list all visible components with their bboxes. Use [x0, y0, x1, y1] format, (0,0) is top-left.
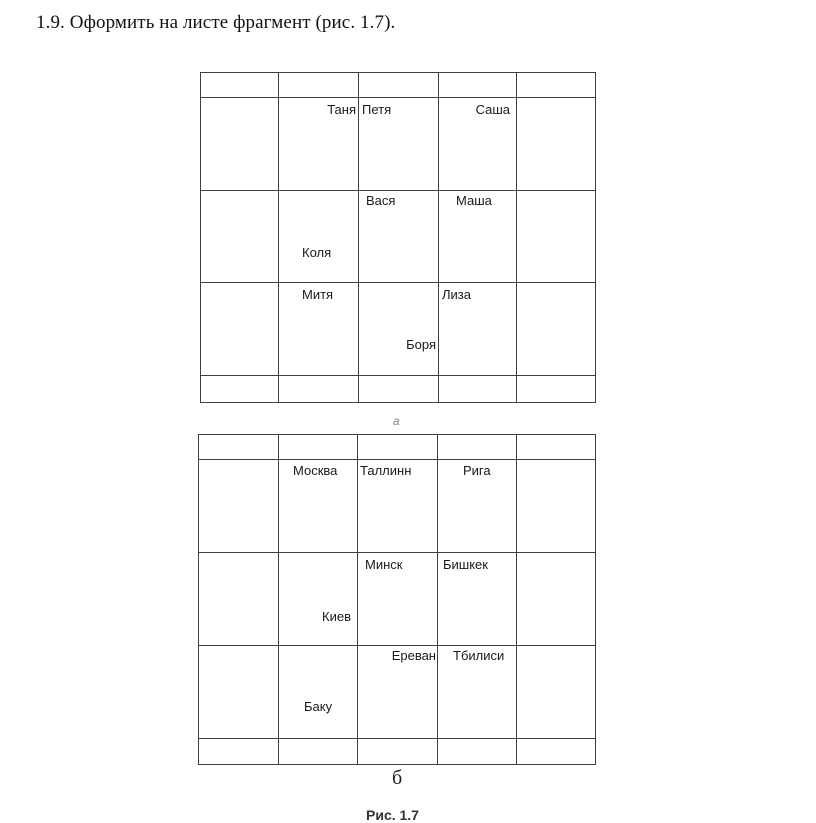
grid-line: [200, 282, 596, 283]
grid-b: [198, 434, 596, 765]
grid-line: [200, 190, 596, 191]
grid-line: [198, 434, 596, 435]
grid-line: [516, 72, 517, 403]
cell-label-bishkek: Бишкек: [443, 557, 488, 572]
grid-a: [200, 72, 596, 403]
grid-line: [278, 434, 279, 765]
grid-line: [437, 434, 438, 765]
cell-label-liza: Лиза: [442, 287, 471, 302]
cell-label-minsk: Минск: [365, 557, 403, 572]
grid-line: [198, 459, 596, 460]
cell-label-baku: Баку: [304, 699, 333, 714]
cell-label-tanya: Таня: [327, 102, 356, 117]
grid-line: [358, 72, 359, 403]
grid-line: [200, 97, 596, 98]
cell-label-masha: Маша: [456, 193, 492, 208]
grid-line: [200, 72, 201, 403]
grid-line: [198, 645, 596, 646]
cell-label-vasya: Вася: [366, 193, 396, 208]
figure-a-caption: а: [393, 414, 400, 428]
grid-line: [198, 552, 596, 553]
grid-line: [278, 72, 279, 403]
cell-label-riga: Рига: [463, 463, 491, 478]
cell-label-kiev: Киев: [322, 609, 351, 624]
grid-line: [200, 72, 596, 73]
cell-label-petya: Петя: [362, 102, 392, 117]
cell-label-sasha: Саша: [475, 102, 510, 117]
grid-line: [200, 402, 596, 403]
figure-caption: Рис. 1.7: [366, 807, 419, 823]
grid-line: [198, 434, 199, 765]
grid-line: [595, 72, 596, 403]
cell-label-tbilisi: Тбилиси: [453, 648, 505, 663]
cell-label-moskva: Москва: [293, 463, 338, 478]
grid-line: [198, 738, 596, 739]
figure-b-caption: б: [392, 767, 403, 789]
grid-line: [595, 434, 596, 765]
grid-line: [516, 434, 517, 765]
grid-line: [198, 764, 596, 765]
cell-label-kolya: Коля: [302, 245, 332, 260]
grid-line: [357, 434, 358, 765]
grid-line: [200, 375, 596, 376]
cell-label-erevan: Ереван: [391, 648, 436, 663]
task-statement: 1.9. Оформить на листе фрагмент (рис. 1.7).: [36, 12, 396, 33]
cell-label-borya: Боря: [406, 337, 436, 352]
cell-label-tallinn: Таллинн: [360, 463, 412, 478]
cell-label-mitya: Митя: [302, 287, 334, 302]
grid-line: [438, 72, 439, 403]
